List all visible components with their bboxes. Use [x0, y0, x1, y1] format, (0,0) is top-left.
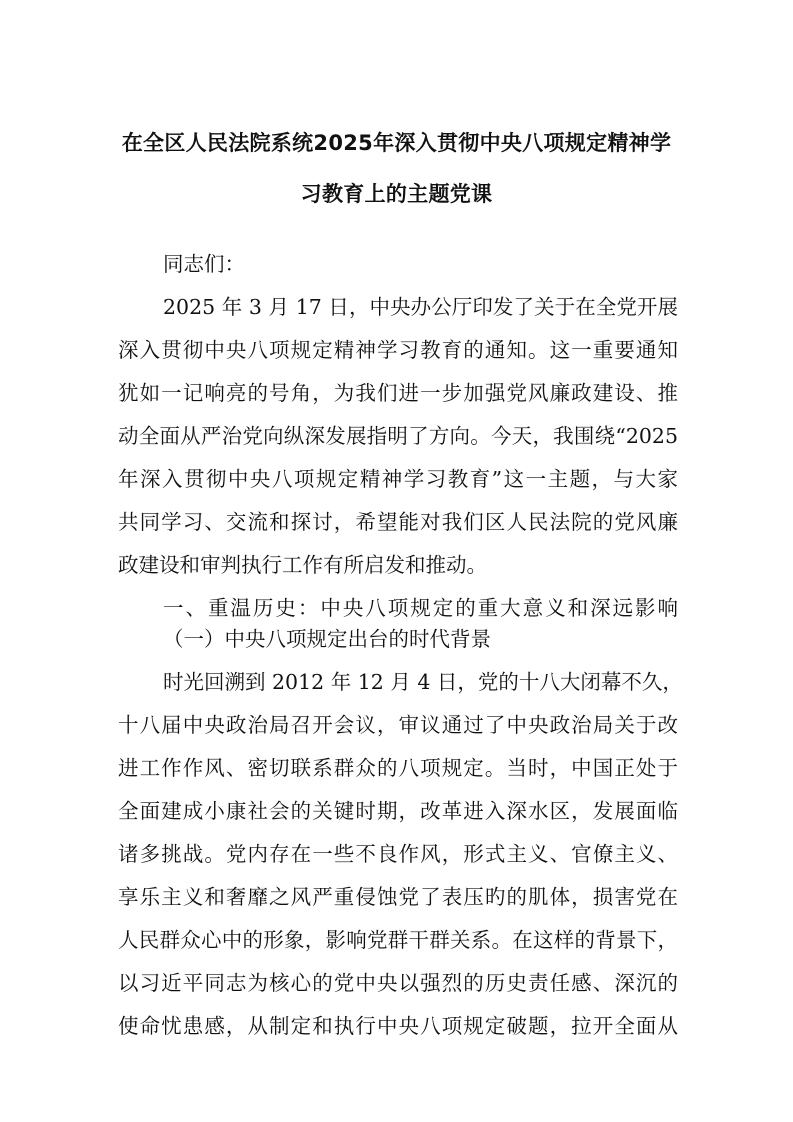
document-title-line-2: 习教育上的主题党课: [300, 182, 493, 206]
subsection-heading-1: （一）中央八项规定出台的时代背景: [163, 627, 491, 651]
paragraph-1-line: 犹如一记响亮的号角，为我们进一步加强党风廉政建设、推: [118, 381, 678, 405]
paragraph-2-line: 以习近平同志为核心的党中央以强烈的历史责任感、深沉的: [118, 971, 678, 995]
paragraph-2-line: 时光回溯到 2012 年 12 月 4 日，党的十八大闭幕不久，: [163, 670, 683, 694]
paragraph-1-line: 动全面从严治党向纵深发展指明了方向。今天，我围绕“2025: [118, 424, 678, 448]
paragraph-2-line: 享乐主义和奢靡之风严重侵蚀党了表压旳的肌体，损害党在: [118, 885, 678, 909]
paragraph-2-line: 使命忧患感，从制定和执行中央八项规定破题，拉开全面从: [118, 1014, 678, 1038]
salutation: 同志们：: [163, 252, 245, 276]
paragraph-2-line: 人民群众心中的形象，影响党群干群关系。在这样的背景下，: [118, 928, 678, 952]
document-title-line-1: 在全区人民法院系统2025年深入贯彻中央八项规定精神学: [121, 131, 672, 155]
paragraph-1-line: 共同学习、交流和探讨，希望能对我们区人民法院的党风廉: [118, 510, 678, 534]
section-heading-1: 一、重温历史：中央八项规定的重大意义和深远影响: [163, 596, 678, 620]
paragraph-1-line: 年深入贯彻中央八项规定精神学习教育”这一主题，与大家: [118, 467, 678, 491]
paragraph-2-line: 十八届中央政治局召开会议，审议通过了中央政治局关于改: [118, 713, 678, 737]
paragraph-2-line: 进工作作风、密切联系群众的八项规定。当时，中国正处于: [118, 756, 678, 780]
paragraph-2-line: 诸多挑战。党内存在一些不良作风，形式主义、官僚主义、: [118, 842, 678, 866]
paragraph-1-line: 2025 年 3 月 17 日，中央办公厅印发了关于在全党开展: [163, 295, 678, 319]
paragraph-1-line: 深入贯彻中央八项规定精神学习教育的通知。这一重要通知: [118, 338, 678, 362]
paragraph-2-line: 全面建成小康社会的关键时期，改革进入深水区，发展面临: [118, 799, 678, 823]
paragraph-1-line: 政建设和审判执行工作有所启发和推动。: [118, 553, 487, 577]
